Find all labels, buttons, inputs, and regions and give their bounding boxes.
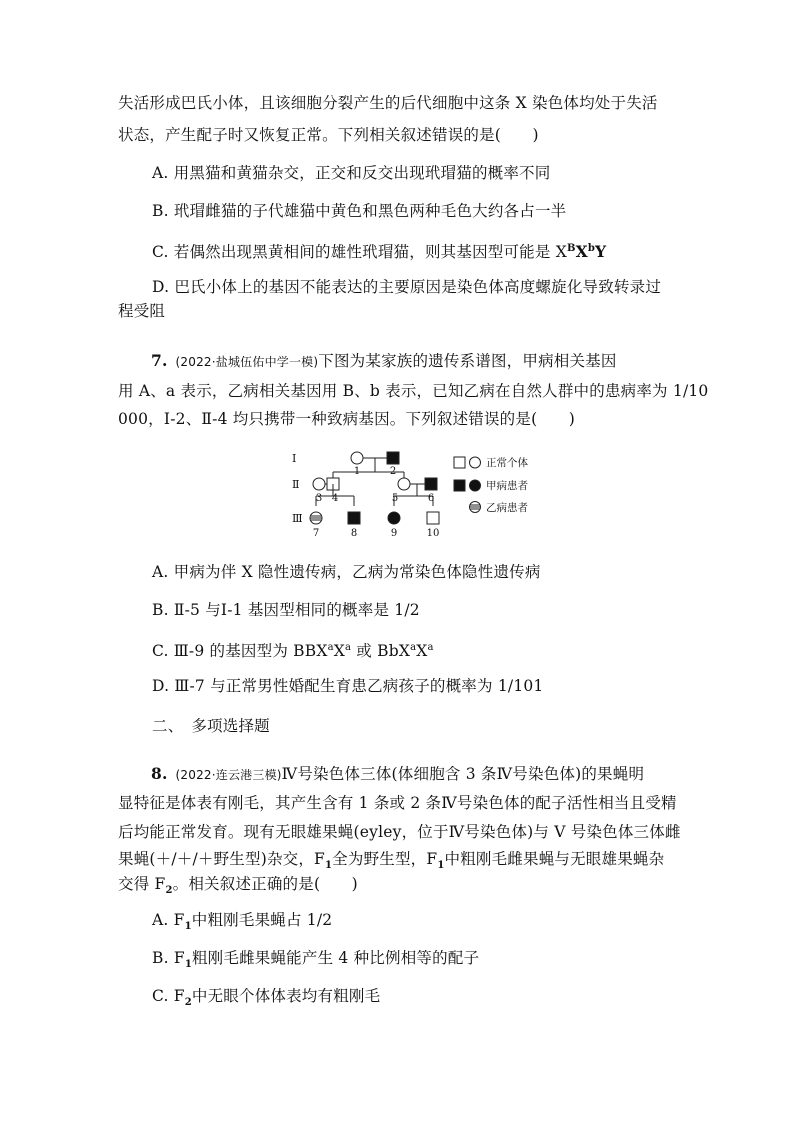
q7-option-d: D. Ⅲ-7 与正常男性婚配生育患乙病孩子的概率为 1/101 [152,677,544,695]
pedigree-male-2 [387,452,399,464]
pedigree-gen-2-label: Ⅱ [292,478,300,491]
pedigree-gen-3-label: Ⅲ [292,512,303,525]
pedigree-male-10 [427,512,439,524]
q7-option-c [152,638,434,661]
pedigree-num-1: 1 [353,466,361,477]
q8-stem-line4-sub1: 1 [325,860,333,872]
q6-option-c-sup2: b [587,243,596,254]
pedigree-num-9: 9 [390,528,398,539]
pedigree-gen-1-label: Ⅰ [292,452,297,465]
q6-option-c-end: Y [595,242,607,262]
legend-jia-female [470,480,481,491]
q8-stem-line2: 显特征是体表有刚毛，其产生含有 1 条或 2 条Ⅳ号染色体的配子活性相当且受精 [118,794,677,812]
q7-option-b: B. Ⅱ-5 与Ⅰ-1 基因型相同的概率是 1/2 [152,601,420,619]
q8-option-a-end: 中粗刚毛果蝇占 1/2 [191,911,333,929]
pedigree-num-6: 6 [427,493,435,504]
q8-stem-line4-end: 中粗刚毛雌果蝇与无眼雄果蝇杂 [444,850,665,868]
q7-option-c-x2: X [416,642,428,661]
q6-stem-line1: 失活形成巴氏小体，且该细胞分裂产生的后代细胞中这条 X 染色体均处于失活 [118,94,658,112]
q8-option-b [152,948,479,975]
q6-option-c-sup1: B [566,243,576,254]
pedigree-num-5: 5 [391,493,399,504]
q7-option-c-x1: X [333,642,345,661]
legend-jia-label: 甲病患者 [486,480,528,492]
q7-number: 7. [151,351,168,370]
q8-stem-line5-sub: 2 [165,885,173,897]
q7-stem-line1 [151,351,617,372]
q6-option-c-text: C. 若偶然出现黑黄相间的雄性玳瑁猫，则其基因型可能是 X [152,243,567,262]
section-heading: 二、 多项选择题 [152,717,270,735]
legend-yi-label: 乙病患者 [486,502,528,514]
pedigree-female-3 [313,478,325,490]
q7-option-c-text: C. Ⅲ-9 的基因型为 BBX [152,642,328,661]
q8-stem-line5-end: 。相关叙述正确的是( ) [172,875,358,893]
q7-stem-line3: 000，Ⅰ-2、Ⅱ-4 均只携带一种致病基因。下列叙述错误的是( ) [118,410,575,428]
q8-stem-line4-sub2: 1 [437,860,445,872]
q6-option-d-line1: D. 巴氏小体上的基因不能表达的主要原因是染色体高度螺旋化导致转录过 [152,278,662,296]
q8-option-a [152,910,332,937]
q6-option-c [152,239,606,262]
q6-stem-line2: 状态，产生配子时又恢复正常。下列相关叙述错误的是( ) [118,126,539,144]
pedigree-num-10: 10 [426,528,440,539]
q8-stem-line5-pre: 交得 F [118,875,166,893]
q8-source: (2022·连云港三模) [175,768,282,782]
q8-option-b-pre: B. F [152,949,185,967]
q8-option-c-sub: 2 [184,997,192,1009]
q8-stem-line1 [151,764,644,785]
q7-source: (2022·盐城伍佑中学一模) [175,355,319,369]
q8-stem-line1-text: Ⅳ号染色体三体(体细胞含 3 条Ⅳ号染色体)的果蝇明 [281,765,645,783]
legend-normal-female [470,457,481,468]
q7-option-c-sup1: a [327,642,334,653]
q8-option-c-pre: C. F [152,987,185,1005]
q6-option-d-line2: 程受阻 [118,302,166,320]
pedigree-female-1 [351,452,363,464]
legend-normal-male [454,457,465,468]
q8-option-b-sub: 1 [184,959,192,971]
legend-normal-label: 正常个体 [486,457,528,469]
q8-stem-line5 [118,874,358,901]
q8-stem-line4-mid: 全为野生型，F [332,850,438,868]
q6-option-c-mid: X [575,242,588,262]
q7-option-c-or: 或 BbX [351,642,411,661]
pedigree-num-4: 4 [331,493,339,504]
q8-option-c [152,986,380,1013]
q6-option-a: A. 用黑猫和黄猫杂交，正交和反交出现玳瑁猫的概率不同 [152,164,551,182]
q7-stem-line1-text: 下图为某家族的遗传系谱图，甲病相关基因 [318,352,617,370]
q8-stem-line4-pre: 果蝇(＋/＋/＋野生型)杂交，F [118,850,325,868]
q7-option-c-sup2: a [345,642,352,653]
pedigree-male-8 [348,512,360,524]
q7-option-c-sup3: a [410,642,417,653]
q8-number: 8. [151,764,168,783]
q8-option-c-end: 中无眼个体体表均有粗刚毛 [191,987,381,1005]
pedigree-num-2: 2 [389,466,397,477]
pedigree-male-6 [425,478,437,490]
pedigree-num-7: 7 [312,528,320,539]
legend-jia-male [454,480,465,491]
q7-option-a: A. 甲病为伴 X 隐性遗传病，乙病为常染色体隐性遗传病 [152,563,541,581]
q8-option-a-pre: A. F [152,911,185,929]
pedigree-female-9 [388,512,400,524]
pedigree-num-8: 8 [350,528,358,539]
q7-option-c-sup4: a [427,642,434,653]
pedigree-num-3: 3 [315,493,323,504]
q6-option-b: B. 玳瑁雌猫的子代雄猫中黄色和黑色两种毛色大约各占一半 [152,202,567,220]
q8-stem-line4 [118,849,664,876]
q7-stem-line2: 用 A、a 表示，乙病相关基因用 B、b 表示，已知乙病在自然人群中的患病率为 1/10 [118,382,709,400]
q8-stem-line3: 后均能正常发育。现有无眼雄果蝇(eyley，位于Ⅳ号染色体)与 V 号染色体三体雌 [118,823,681,841]
q8-option-a-sub: 1 [184,921,192,933]
q8-option-b-end: 粗刚毛雌果蝇能产生 4 种比例相等的配子 [191,949,480,967]
pedigree-diagram [280,444,560,544]
pedigree-female-5 [398,478,410,490]
